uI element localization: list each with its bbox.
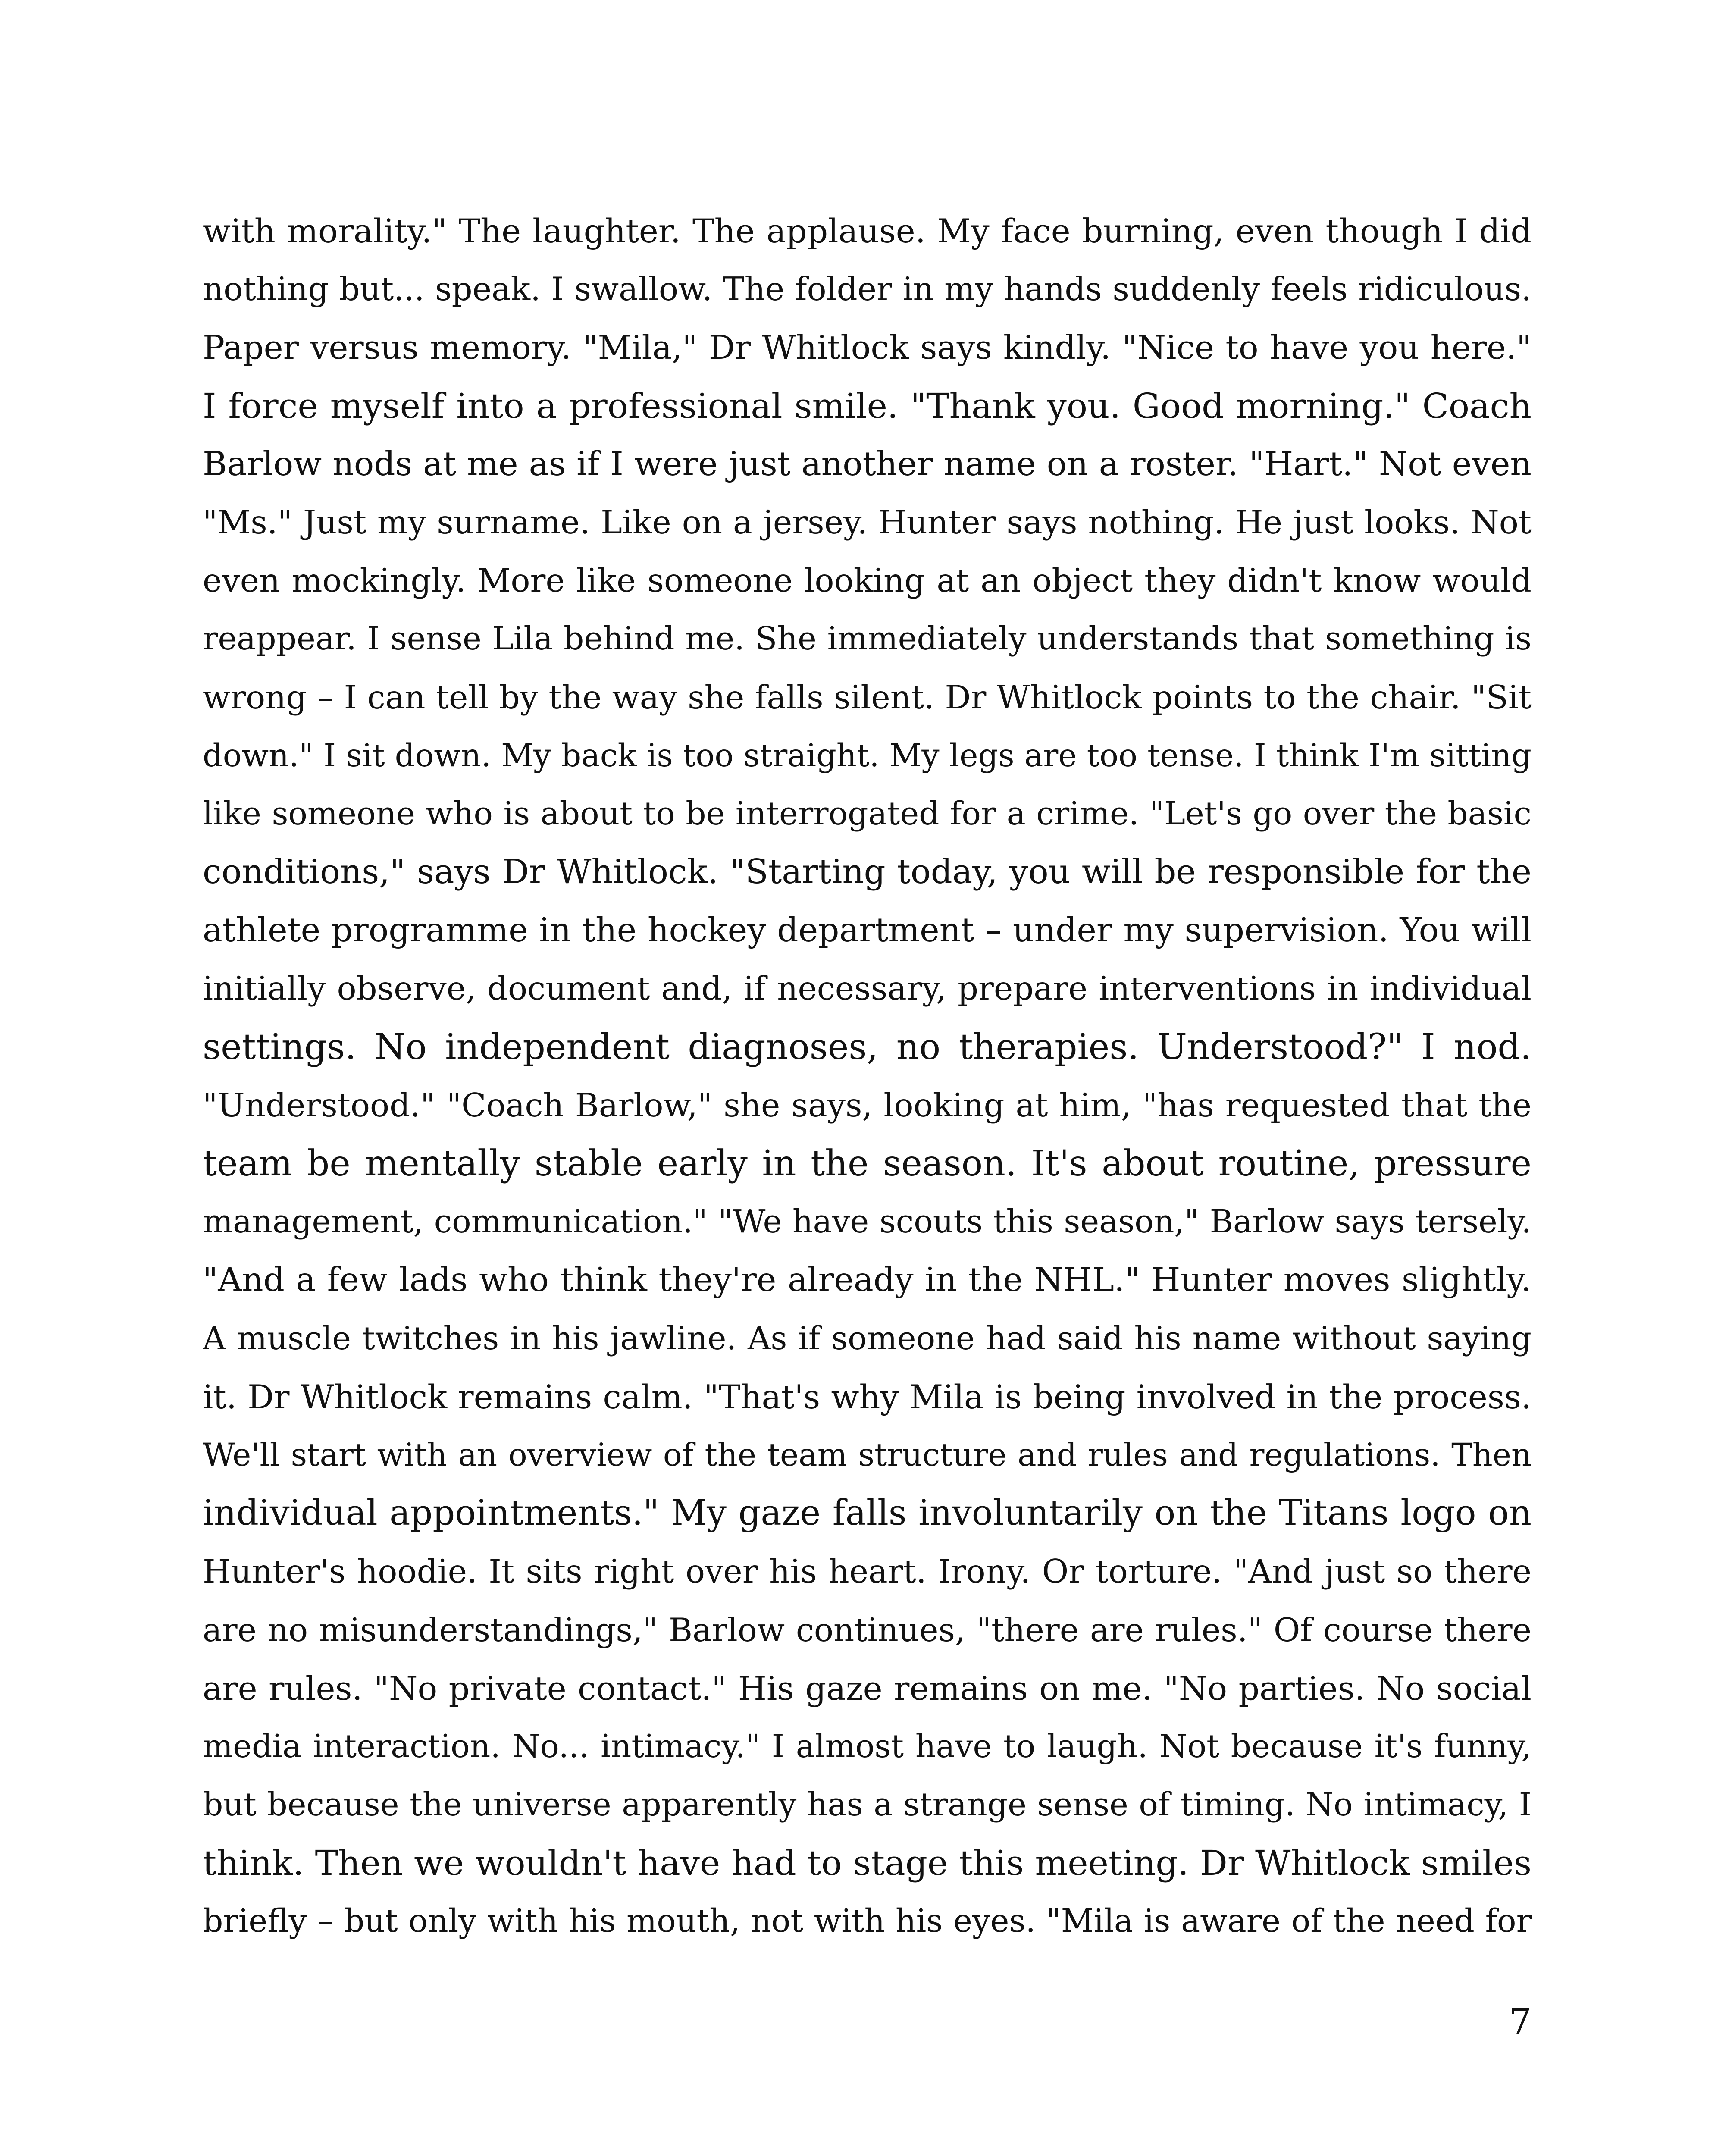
text-line: Barlow nods at me as if I were just another name on a roster. "Hart." Not even xyxy=(203,445,1532,483)
text-line: are rules. "No private contact." His gaze remains on me. "No parties. No social xyxy=(203,1669,1532,1708)
text-line: athlete programme in the hockey department – under my supervision. You will xyxy=(203,911,1532,950)
text-line: "And a few lads who think they're already in the NHL." Hunter moves slightly. xyxy=(203,1261,1532,1300)
text-line: even mockingly. More like someone looking at an object they didn't know would xyxy=(203,561,1532,600)
text-line: Paper versus memory. "Mila," Dr Whitlock says kindly. "Nice to have you here." xyxy=(203,328,1532,367)
text-line: it. Dr Whitlock remains calm. "That's why Mila is being involved in the process. xyxy=(203,1377,1532,1416)
text-line: media interaction. No... intimacy." I almost have to laugh. Not because it's funny, xyxy=(203,1727,1532,1765)
text-line: like someone who is about to be interrogated for a crime. "Let's go over the basic xyxy=(203,795,1532,832)
text-line: conditions," says Dr Whitlock. "Starting today, you will be responsible for the xyxy=(203,852,1532,892)
text-line: wrong – I can tell by the way she falls silent. Dr Whitlock points to the chair. "Sit xyxy=(203,678,1532,716)
text-line: reappear. I sense Lila behind me. She immediately understands that something is xyxy=(203,620,1532,658)
text-line: We'll start with an overview of the team structure and rules and regulations. Then xyxy=(203,1436,1532,1473)
text-line: think. Then we wouldn't have had to stage this meeting. Dr Whitlock smiles xyxy=(203,1843,1532,1883)
text-line: Hunter's hoodie. It sits right over his heart. Irony. Or torture. "And just so there xyxy=(203,1552,1532,1591)
text-line: initially observe, document and, if necessary, prepare interventions in individual xyxy=(203,969,1532,1008)
text-line: "Ms." Just my surname. Like on a jersey. Hunter says nothing. He just looks. Not xyxy=(203,503,1532,541)
text-line: individual appointments." My gaze falls involuntarily on the Titans logo on xyxy=(203,1493,1532,1534)
page-number: 7 xyxy=(1509,2002,1532,2043)
text-line: I force myself into a professional smile. "Thank you. Good morning." Coach xyxy=(203,385,1532,426)
body-text xyxy=(203,202,1532,1951)
text-line: settings. No independent diagnoses, no therapies. Understood?" I nod. xyxy=(203,1026,1532,1068)
text-line: briefly – but only with his mouth, not with his eyes. "Mila is aware of the need for xyxy=(203,1902,1532,1940)
text-line: A muscle twitches in his jawline. As if someone had said his name without saying xyxy=(203,1319,1532,1357)
text-line: "Understood." "Coach Barlow," she says, looking at him, "has requested that the xyxy=(203,1086,1532,1124)
text-line: team be mentally stable early in the season. It's about routine, pressure xyxy=(203,1143,1532,1184)
text-line: nothing but... speak. I swallow. The folder in my hands suddenly feels ridiculous. xyxy=(203,270,1532,308)
text-line: are no misunderstandings," Barlow continues, "there are rules." Of course there xyxy=(203,1611,1532,1649)
text-line: down." I sit down. My back is too straight. My legs are too tense. I think I'm sitting xyxy=(203,737,1532,774)
text-line: management, communication." "We have scouts this season," Barlow says tersely. xyxy=(203,1203,1532,1241)
text-line: with morality." The laughter. The applause. My face burning, even though I did xyxy=(203,212,1532,250)
text-line: but because the universe apparently has a strange sense of timing. No intimacy, I xyxy=(203,1786,1532,1824)
